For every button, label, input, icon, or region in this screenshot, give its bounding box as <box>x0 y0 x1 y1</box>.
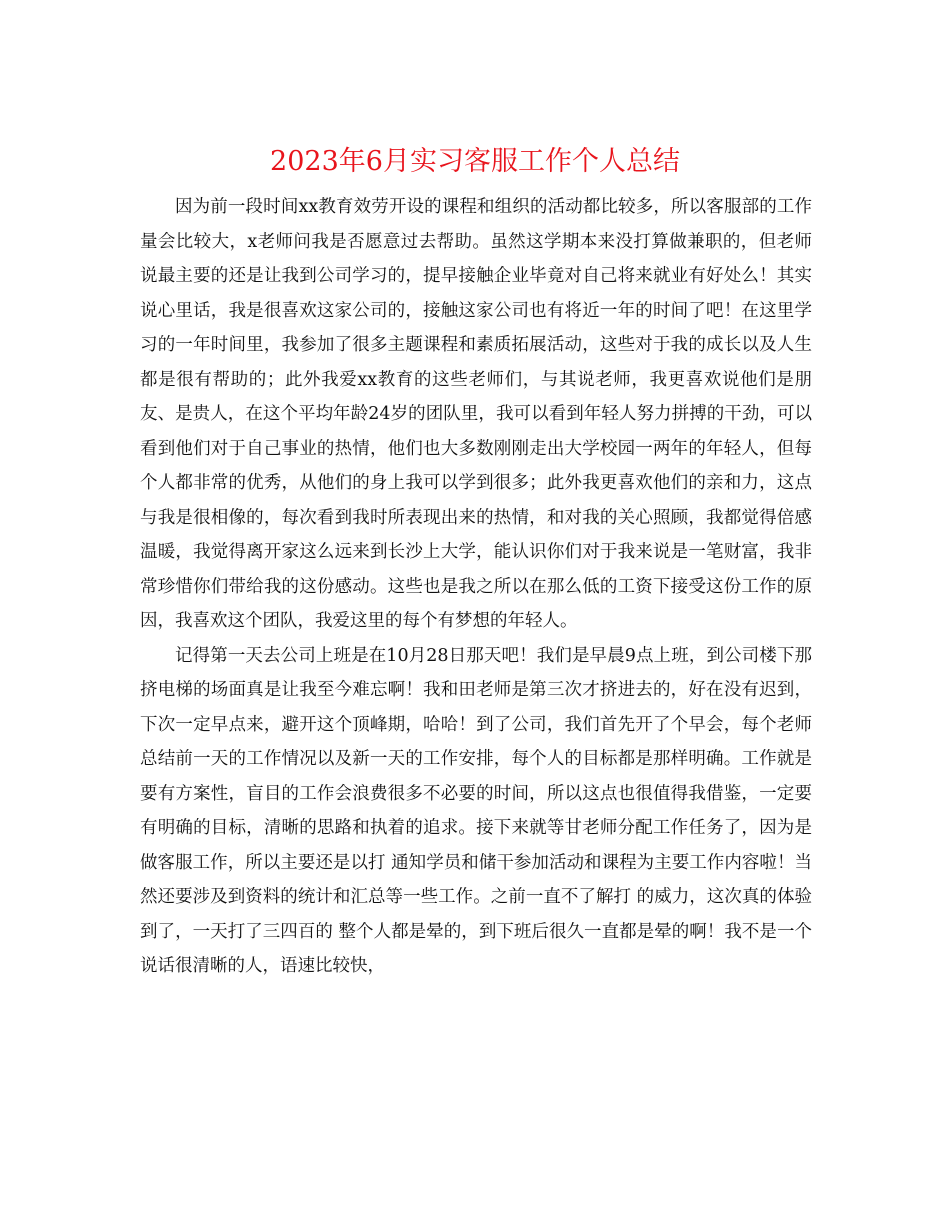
document-title: 2023年6月实习客服工作个人总结 <box>270 146 680 177</box>
paragraph: 因为前一段时间xx教育效劳开设的课程和组织的活动都比较多，所以客服部的工作量会比较大，x老师问我是否愿意过去帮助。虽然这学期本来没打算做兼职的，但老师说最主要的还是让我到公司学习的，提早接触企业毕竟对自己将来就业有好处么！其实说心里话，我是很喜欢这家公司的，接触这家公司也有将近一年的时间了吧！在这里学习的一年时间里，我参加了很多主题课程和素质拓展活动，这些对于我的成长以及人生都是很有帮助的；此外我爱xx教育的这些老师们，与其说老师，我更喜欢说他们是朋友、是贵人，在这个平均年龄24岁的团队里，我可以看到年轻人努力拼搏的干劲，可以看到他们对于自己事业的热情，他们也大多数刚刚走出大学校园一两年的年轻人，但每个人都非常的优秀，从他们的身上我可以学到很多；此外我更喜欢他们的亲和力，这点与我是很相像的，每次看到我时所表现出来的热情，和对我的关心照顾，我都觉得倍感温暖，我觉得离开家这么远来到长沙上大学，能认识你们对于我来说是一笔财富，我非常珍惜你们带给我的这份感动。这些也是我之所以在那么低的工资下接受这份工作的原因，我喜欢这个团队，我爱这里的每个有梦想的年轻人。 <box>140 197 812 631</box>
document-body <box>140 190 812 984</box>
paragraph: 记得第一天去公司上班是在10月28日那天吧！我们是早晨9点上班，到公司楼下那挤电梯的场面真是让我至今难忘啊！我和田老师是第三次才挤进去的，好在没有迟到，下次一定早点来，避开这个顶峰期，哈哈！到了公司，我们首先开了个早会，每个老师总结前一天的工作情况以及新一天的工作安排，每个人的目标都是那样明确。工作就是要有方案性，盲目的工作会浪费很多不必要的时间，所以这点也很值得我借鉴，一定要有明确的目标，清晰的思路和执着的追求。接下来就等甘老师分配工作任务了，因为是做客服工作，所以主要还是以打 通知学员和储干参加活动和课程为主要工作内容啦！当然还要涉及到资料的统计和汇总等一些工作。之前一直不了解打 的威力，这次真的体验到了，一天打了三四百的 整个人都是晕的，到下班后很久一直都是晕的啊！我不是一个说话很清晰的人，语速比较快， <box>140 645 812 976</box>
